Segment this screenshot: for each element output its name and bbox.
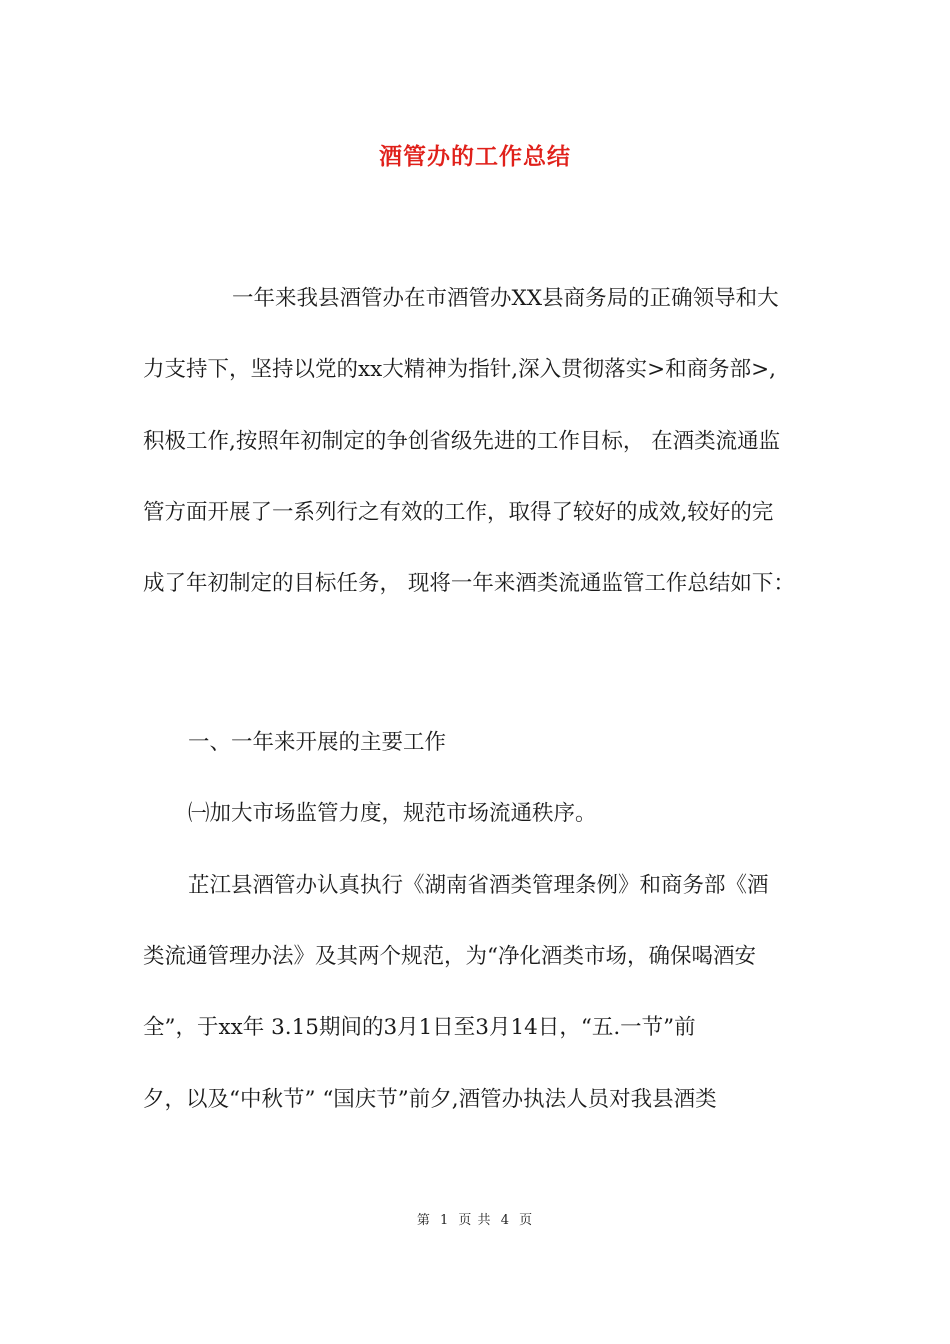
intro-line-1: 一年来我县酒管办在市酒管办XX县商务局的正确领导和大 — [232, 286, 779, 311]
body-line-4: 夕，以及“中秋节” “国庆节”前夕,酒管办执法人员对我县酒类 — [143, 1087, 717, 1112]
footer-label-of: 页 共 — [458, 1213, 492, 1228]
body-line-3: 全”，于xx年 3.15期间的3月1日至3月14日，“五.一节”前 — [143, 1015, 696, 1040]
footer-total-pages: 4 — [500, 1213, 510, 1228]
footer-label-page: 第 — [416, 1213, 431, 1228]
section-heading: 一、一年来开展的主要工作 — [188, 730, 447, 755]
body-line-1: 芷江县酒管办认真执行《湖南省酒类管理条例》和商务部《酒 — [188, 873, 769, 898]
document-title: 酒管办的工作总结 — [379, 143, 571, 170]
intro-line-4: 管方面开展了一系列行之有效的工作，取得了较好的成效,较好的完 — [143, 500, 774, 525]
body-line-2: 类流通管理办法》及其两个规范，为“净化酒类市场，确保喝酒安 — [143, 944, 756, 969]
subsection-heading: ㈠加大市场监管力度，规范市场流通秩序。 — [188, 801, 597, 826]
intro-line-2: 力支持下，坚持以党的xx大精神为指针,深入贯彻落实>和商务部>, — [143, 357, 776, 382]
footer-label-end: 页 — [519, 1213, 534, 1228]
page-footer — [0, 1209, 950, 1228]
intro-line-3: 积极工作,按照年初制定的争创省级先进的工作目标， 在酒类流通监 — [143, 429, 781, 454]
intro-line-5: 成了年初制定的目标任务， 现将一年来酒类流通监管工作总结如下： — [143, 571, 795, 596]
footer-current-page: 1 — [440, 1213, 450, 1228]
